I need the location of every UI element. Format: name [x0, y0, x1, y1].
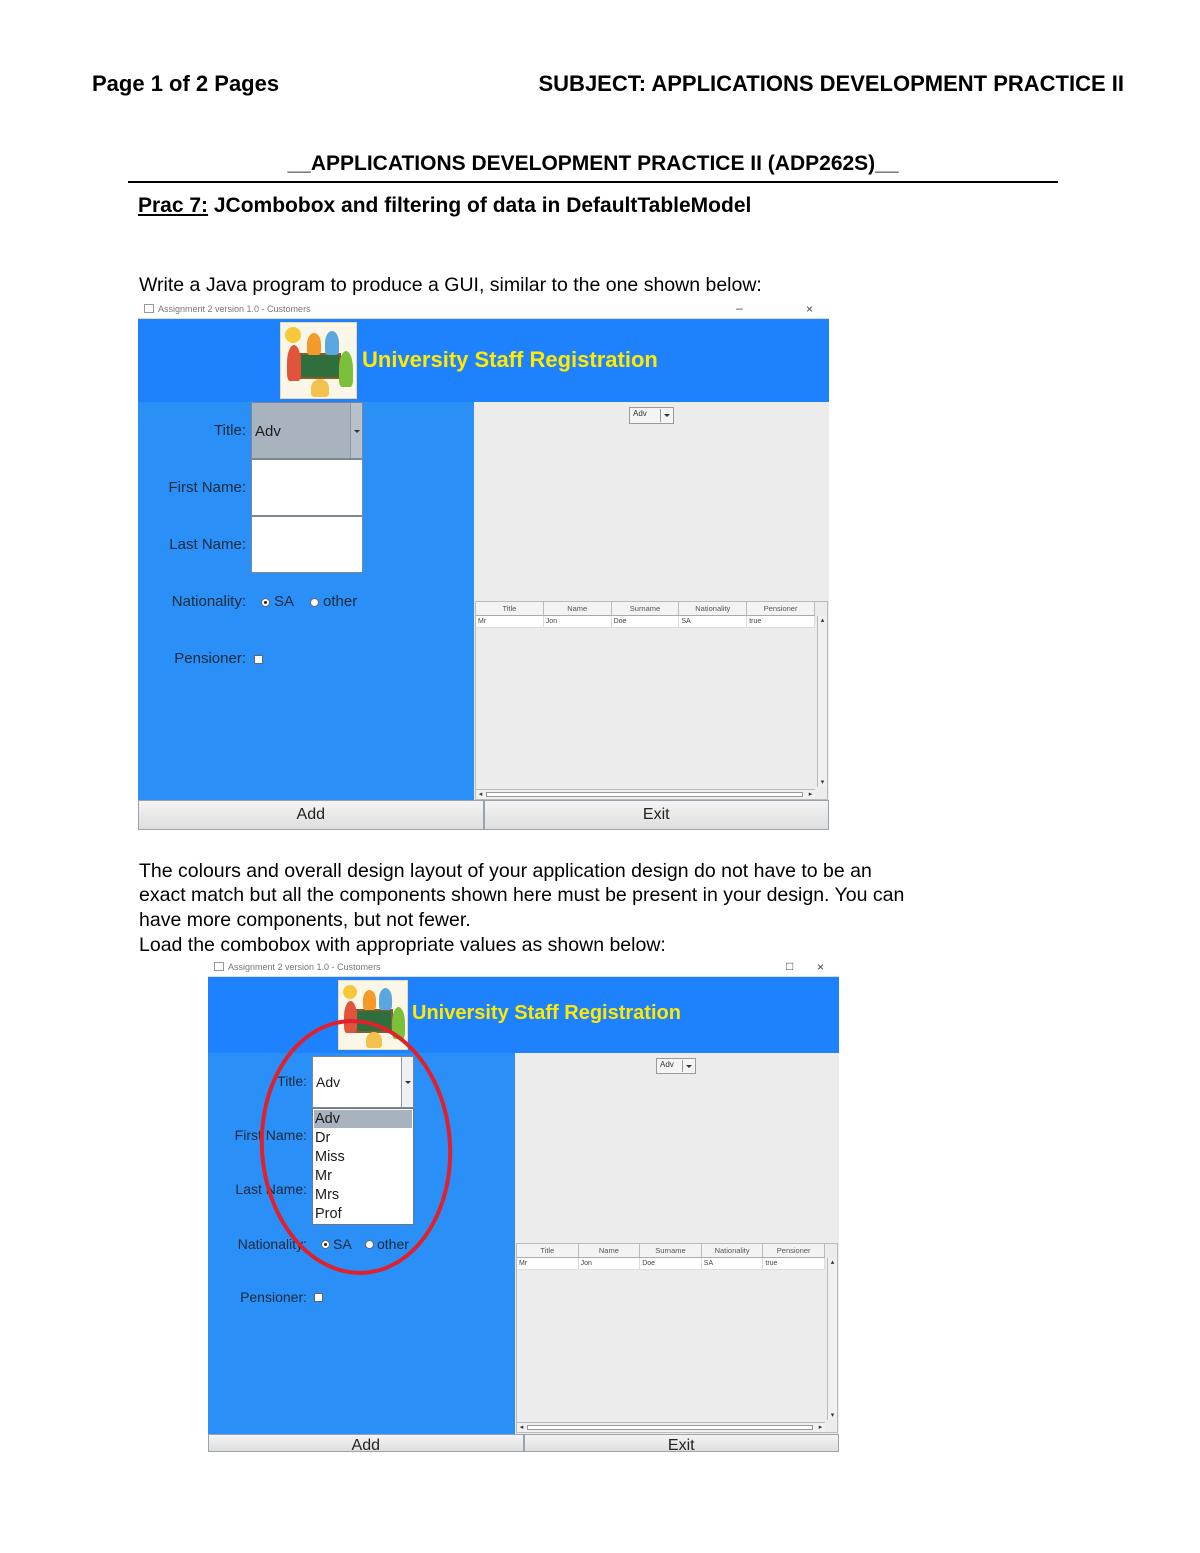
banner-title: University Staff Registration [412, 1002, 681, 1024]
dropdown-option[interactable]: Mr [315, 1168, 332, 1184]
column-header[interactable]: Pensioner [747, 602, 815, 615]
java-app-icon [144, 304, 154, 313]
close-icon[interactable]: × [806, 302, 814, 316]
table-cell: Mr [517, 1258, 579, 1269]
first-name-label: First Name: [234, 1127, 307, 1143]
title-label: Title: [214, 422, 246, 439]
title-combobox-value: Adv [316, 1074, 341, 1090]
filter-combobox[interactable] [629, 407, 674, 424]
exit-button[interactable]: Exit [484, 800, 830, 830]
dropdown-option[interactable]: Adv [315, 1111, 340, 1127]
scroll-right-icon[interactable]: ▸ [818, 1424, 823, 1431]
scrollbar-thumb[interactable] [486, 792, 803, 797]
exit-button[interactable]: Exit [524, 1434, 840, 1452]
window-titlebar [208, 957, 839, 977]
scroll-down-icon[interactable]: ▾ [830, 1412, 835, 1419]
design-paragraph-line2: exact match but all the components shown here must be present in your design. You can [139, 884, 905, 906]
pensioner-checkbox[interactable] [314, 1293, 323, 1302]
first-name-label: First Name: [168, 479, 246, 496]
design-paragraph-line1: The colours and overall design layout of your application design do not have to be an [139, 860, 872, 882]
table-panel [474, 402, 829, 800]
window-title: Assignment 2 version 1.0 - Customers [158, 304, 311, 314]
java-app-icon [214, 962, 224, 971]
column-header[interactable]: Nationality [702, 1244, 764, 1257]
column-header[interactable]: Surname [612, 602, 680, 615]
maximize-icon[interactable]: □ [786, 959, 794, 973]
column-header[interactable]: Surname [640, 1244, 702, 1257]
app-window-main [138, 299, 829, 830]
last-name-label: Last Name: [169, 536, 246, 553]
column-header[interactable]: Name [579, 1244, 641, 1257]
filter-combobox[interactable] [656, 1058, 696, 1074]
pensioner-checkbox[interactable] [254, 655, 263, 664]
prac-heading [138, 194, 751, 218]
table-cell: Jon [579, 1258, 641, 1269]
radio-other[interactable] [310, 598, 319, 607]
window-title: Assignment 2 version 1.0 - Customers [228, 962, 381, 972]
column-header[interactable]: Title [476, 602, 544, 615]
title-combobox-value: Adv [255, 423, 281, 440]
chevron-down-icon[interactable] [350, 403, 362, 458]
last-name-field[interactable] [251, 516, 363, 573]
table-cell: Mr [476, 616, 544, 627]
prac-label: Prac 7: [138, 194, 209, 217]
pensioner-label: Pensioner: [240, 1289, 307, 1305]
last-name-label: Last Name: [235, 1181, 307, 1197]
add-button[interactable]: Add [138, 800, 484, 830]
nationality-label: Nationality: [237, 1236, 307, 1252]
kids-logo-image [280, 322, 357, 399]
title-label: Title: [277, 1073, 307, 1089]
intro-paragraph: Write a Java program to produce a GUI, similar to the one shown below: [139, 274, 762, 296]
table-cell: SA [679, 616, 747, 627]
course-title-rule [128, 181, 1058, 183]
dropdown-option[interactable]: Miss [315, 1149, 345, 1165]
chevron-down-icon[interactable] [682, 1060, 694, 1072]
vertical-scrollbar[interactable] [827, 1258, 837, 1420]
scroll-left-icon[interactable]: ◂ [519, 1424, 524, 1431]
table-cell: Doe [640, 1258, 702, 1269]
banner-title: University Staff Registration [362, 347, 658, 372]
column-header[interactable]: Title [517, 1244, 579, 1257]
column-header[interactable]: Name [544, 602, 612, 615]
radio-other-label: other [323, 593, 358, 610]
scrollbar-thumb[interactable] [527, 1425, 813, 1430]
pensioner-label: Pensioner: [174, 650, 246, 667]
title-combobox[interactable] [251, 402, 363, 459]
chevron-down-icon[interactable] [660, 409, 672, 422]
first-name-field[interactable] [251, 459, 363, 516]
scroll-up-icon[interactable]: ▴ [830, 1259, 835, 1266]
prac-title: JCombobox and filtering of data in DefaultTableModel [208, 194, 752, 217]
table-cell: true [747, 616, 815, 627]
horizontal-scrollbar[interactable] [517, 1422, 825, 1432]
filter-combobox-value: Adv [633, 409, 647, 418]
dropdown-option[interactable]: Mrs [315, 1187, 340, 1203]
form-panel [138, 402, 474, 800]
radio-sa-label: SA [333, 1236, 352, 1252]
scroll-left-icon[interactable]: ◂ [478, 791, 483, 798]
table-panel [515, 1053, 839, 1434]
staff-table [475, 601, 828, 800]
add-button[interactable]: Add [208, 1434, 524, 1452]
column-header[interactable]: Nationality [679, 602, 747, 615]
horizontal-scrollbar[interactable] [476, 789, 815, 799]
table-cell: true [763, 1258, 825, 1269]
dropdown-option[interactable]: Prof [315, 1206, 342, 1222]
page-number: Page 1 of 2 Pages [92, 71, 280, 96]
nationality-label: Nationality: [171, 593, 246, 610]
header-banner [138, 319, 829, 402]
scroll-down-icon[interactable]: ▾ [820, 779, 825, 786]
course-title: __APPLICATIONS DEVELOPMENT PRACTICE II (ADP262S)__ [287, 152, 899, 175]
window-titlebar [138, 299, 829, 319]
app-window-dropdown [208, 957, 839, 1452]
design-paragraph-line3: have more components, but not fewer. [139, 909, 471, 931]
subject-heading: SUBJECT: APPLICATIONS DEVELOPMENT PRACTICE II [538, 71, 1124, 96]
radio-other-label: other [377, 1236, 409, 1252]
dropdown-option[interactable]: Dr [315, 1130, 331, 1146]
table-cell: Jon [544, 616, 612, 627]
button-bar [138, 800, 829, 830]
close-icon[interactable]: × [817, 960, 825, 974]
button-bar [208, 1434, 839, 1452]
table-header [476, 602, 815, 616]
scroll-up-icon[interactable]: ▴ [820, 617, 825, 624]
radio-sa[interactable] [261, 598, 270, 607]
column-header[interactable]: Pensioner [763, 1244, 825, 1257]
vertical-scrollbar[interactable] [817, 616, 827, 787]
table-row[interactable] [517, 1258, 825, 1270]
table-header [517, 1244, 825, 1258]
filter-combobox-value: Adv [660, 1060, 674, 1069]
scroll-right-icon[interactable]: ▸ [808, 791, 813, 798]
table-cell: Doe [612, 616, 680, 627]
table-row[interactable] [476, 616, 815, 628]
table-cell: SA [702, 1258, 764, 1269]
radio-sa-label: SA [274, 593, 295, 610]
staff-table [516, 1243, 838, 1433]
minimize-icon[interactable]: – [736, 301, 743, 315]
load-combobox-paragraph: Load the combobox with appropriate values as shown below: [139, 934, 666, 956]
